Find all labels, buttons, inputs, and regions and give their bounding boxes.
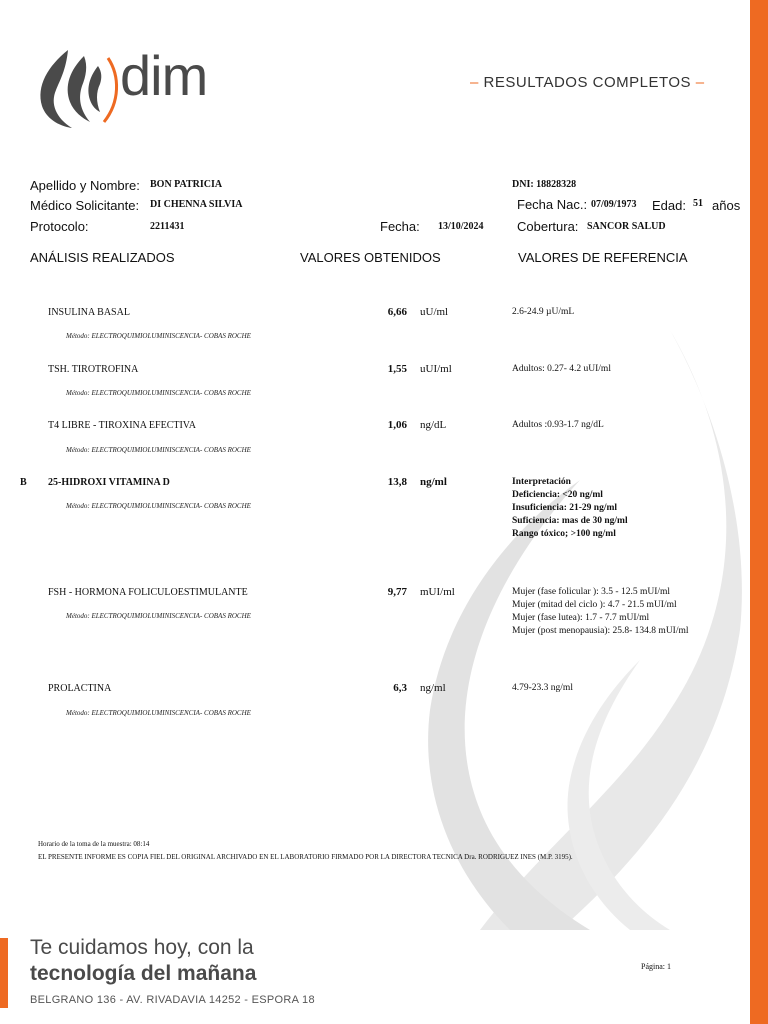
test-reference: Adultos: 0.27- 4.2 uUI/ml xyxy=(512,364,611,374)
slogan-line-2: tecnología del mañana xyxy=(30,962,257,985)
test-value: 1,06 xyxy=(387,419,407,431)
test-name: TSH. TIROTROFINA xyxy=(48,364,139,375)
test-unit: uU/ml xyxy=(420,306,449,318)
birth-date-label: Fecha Nac.: xyxy=(517,197,588,212)
coverage-label: Cobertura: xyxy=(517,219,579,234)
test-method: Método: ELECTROQUIMIOLUMINISCENCIA- COBAS ROCHE xyxy=(66,446,251,454)
test-method: Método: ELECTROQUIMIOLUMINISCENCIA- COBAS ROCHE xyxy=(66,502,251,510)
test-name: FSH - HORMONA FOLICULOESTIMULANTE xyxy=(48,587,248,598)
test-name: T4 LIBRE - TIROXINA EFECTIVA xyxy=(48,420,196,431)
test-value: 13,8 xyxy=(387,476,407,488)
column-header-values: VALORES OBTENIDOS xyxy=(300,250,441,265)
disclaimer-note: EL PRESENTE INFORME ES COPIA FIEL DEL ORIGINAL ARCHIVADO EN EL LABORATORIO FIRMADO POR LA DIRECTORA TECNICA Dra. RODRIGUEZ INES (M.P. 3195). xyxy=(38,853,573,861)
age-unit: años xyxy=(712,198,741,213)
doctor-name: DI CHENNA SILVIA xyxy=(150,199,243,210)
test-method: Método: ELECTROQUIMIOLUMINISCENCIA- COBAS ROCHE xyxy=(66,332,251,340)
test-reference: Interpretación Deficiencia: <20 ng/ml Insuficiencia: 21-29 ng/ml Suficiencia: mas de 30 ng/ml Rango tóxico; >100 ng/ml xyxy=(512,477,628,539)
test-value: 1,55 xyxy=(387,363,407,375)
test-unit: mUI/ml xyxy=(420,586,455,598)
slogan-line-1: Te cuidamos hoy, con la xyxy=(30,936,254,959)
date-label: Fecha: xyxy=(380,219,420,234)
test-unit: uUI/ml xyxy=(420,363,452,375)
address: BELGRANO 136 - AV. RIVADAVIA 14252 - ESPORA 18 xyxy=(30,994,315,1006)
age-label: Edad: xyxy=(652,198,686,213)
test-value: 6,66 xyxy=(387,306,407,318)
test-unit: ng/ml xyxy=(420,476,447,488)
age-value: 51 xyxy=(693,198,703,209)
test-method: Método: ELECTROQUIMIOLUMINISCENCIA- COBAS ROCHE xyxy=(66,389,251,397)
column-header-reference: VALORES DE REFERENCIA xyxy=(518,250,688,265)
patient-name-label: Apellido y Nombre: xyxy=(30,178,140,193)
page-number: Página: 1 xyxy=(641,962,671,971)
test-unit: ng/ml xyxy=(420,682,446,694)
test-reference: Adultos :0.93-1.7 ng/dL xyxy=(512,420,604,430)
coverage-value: SANCOR SALUD xyxy=(587,221,666,232)
test-name: 25-HIDROXI VITAMINA D xyxy=(48,477,170,488)
birth-date-value: 07/09/1973 xyxy=(591,199,637,210)
patient-name: BON PATRICIA xyxy=(150,179,223,190)
test-reference: 4.79-23.3 ng/ml xyxy=(512,683,573,693)
footer-accent-bar xyxy=(0,938,8,1008)
dim-flame-logo-icon xyxy=(28,46,120,130)
test-name: PROLACTINA xyxy=(48,683,112,694)
test-value: 9,77 xyxy=(387,586,407,598)
column-header-analysis: ANÁLISIS REALIZADOS xyxy=(30,250,175,265)
test-value: 6,3 xyxy=(393,682,407,694)
document-title: – RESULTADOS COMPLETOS – xyxy=(470,74,705,91)
accent-side-bar xyxy=(750,0,768,1024)
protocol-label: Protocolo: xyxy=(30,219,89,234)
date-value: 13/10/2024 xyxy=(438,221,484,232)
abnormal-flag: B xyxy=(20,477,27,488)
logo-text: dim xyxy=(120,44,208,107)
test-reference: 2.6-24.9 µU/mL xyxy=(512,307,575,317)
dni-field: DNI: 18828328 xyxy=(512,179,577,190)
doctor-label: Médico Solicitante: xyxy=(30,198,140,213)
test-unit: ng/dL xyxy=(420,419,447,431)
test-reference: Mujer (fase folicular ): 3.5 - 12.5 mUI/ml Mujer (mitad del ciclo ): 4.7 - 21.5 mUI/ml Mujer (fase lutea): 1.7 - 7.7 mUI/ml Mujer (post menopausia): 25.8- 134.8 mUI/ml xyxy=(512,587,689,636)
sample-time-note: Horario de la toma de la muestra: 08:14 xyxy=(38,840,150,848)
test-method: Método: ELECTROQUIMIOLUMINISCENCIA- COBAS ROCHE xyxy=(66,612,251,620)
test-name: INSULINA BASAL xyxy=(48,307,130,318)
protocol-number: 2211431 xyxy=(150,221,185,232)
test-method: Método: ELECTROQUIMIOLUMINISCENCIA- COBAS ROCHE xyxy=(66,709,251,717)
